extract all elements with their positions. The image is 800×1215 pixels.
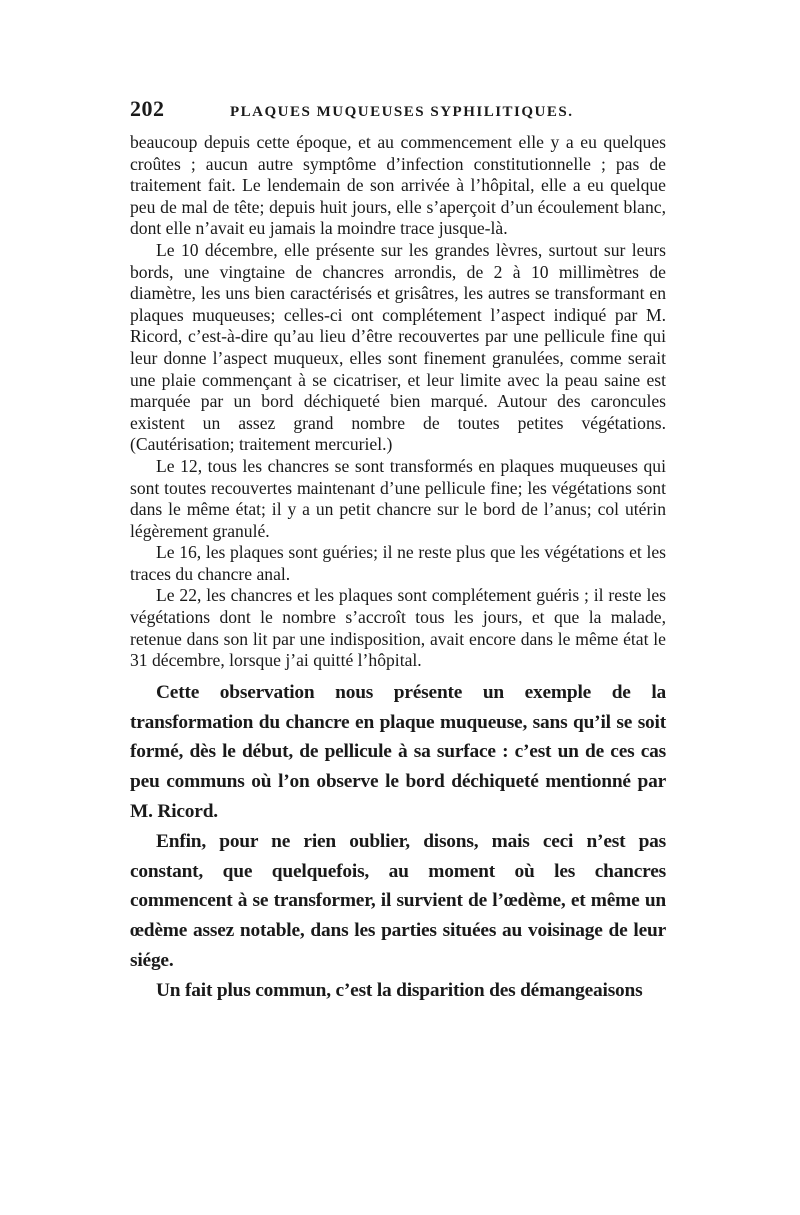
running-title: PLAQUES MUQUEUSES SYPHILITIQUES. [230,104,574,120]
paragraph-oedeme: Enfin, pour ne rien oublier, disons, mais ceci n’est pas constant, que quelquefois, au moment où les chancres commencent à se transformer, il survient de l’œdème, et même un œdème assez notable, dans les parties situées au voisinage de leur siége. [130,830,666,972]
paragraph-dec-16: Le 16, les plaques sont guéries; il ne reste plus que les végétations et les traces du chancre anal. [130,542,666,584]
paragraph-dec-12: Le 12, tous les chancres se sont transformés en plaques muqueuses qui sont toutes recouvertes maintenant d’une pellicule fine; les végétations sont dans le même état; il y a un petit chancre sur le bord de l’anus; col utérin légèrement granulé. [130,455,666,541]
page-number: 202 [130,96,165,121]
paragraph-dec-22: Le 22, les chancres et les plaques sont complétement guéris ; il reste les végétations dont le nombre s’accroît tous les jours, et que la malade, retenue dans son lit par une indisposition, avait encore dans le même état le 31 décembre, lorsque j’ai quitté l’hôpital. [130,585,666,671]
paragraph-demangeaisons: Un fait plus commun, c’est la disparition des démangeaisons [156,979,643,1001]
page-header [130,96,666,126]
paragraph-continuation: beaucoup depuis cette époque, et au commencement elle y a eu quelques croûtes ; aucun autre symptôme d’infection constitutionnelle ; pas de traitement fait. Le lendemain de son arrivée à l’hôpital, elle a eu quelque peu de mal de tête; depuis huit jours, elle s’aperçoit d’un écoulement blanc, dont elle n’avait eu jamais la moindre trace jusque-là. [130,132,666,239]
paragraph-dec-10: Le 10 décembre, elle présente sur les grandes lèvres, surtout sur leurs bords, une vingtaine de chancres arrondis, de 2 à 10 millimètres de diamètre, les uns bien caractérisés et grisâtres, les autres se transformant en plaques muqueuses; celles-ci ont complétement l’aspect indiqué par M. Ricord, c’est-à-dire qu’au lieu d’être recouvertes par une pellicule fine qui leur donne l’aspect muqueux, elles sont finement granulées, comme serait une plaie commençant à se cicatriser, et leur limite avec la peau saine est marquée par un bord déchiqueté bien marqué. Autour des caroncules existent un assez grand nombre de toutes petites végétations. (Cautérisation; traitement mercuriel.) [130,239,666,455]
book-page [130,96,666,1006]
paragraph-observation: Cette observation nous présente un exemple de la transformation du chancre en plaque muqueuse, sans qu’il se soit formé, dès le début, de pellicule à sa surface : c’est un de ces cas peu communs où l’on observe le bord déchiqueté mentionné par M. Ricord. [130,681,666,823]
